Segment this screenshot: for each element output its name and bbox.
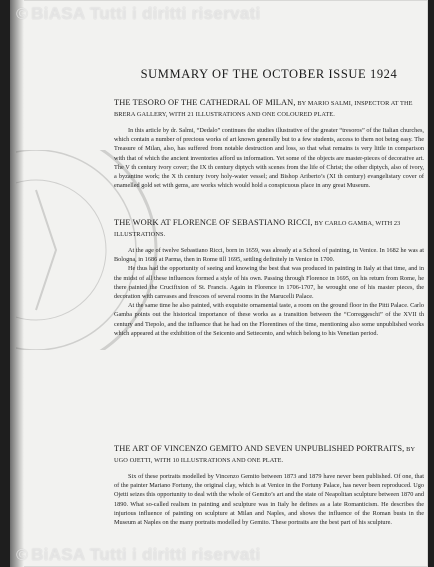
page-title: SUMMARY OF THE OCTOBER ISSUE 1924	[140, 67, 398, 81]
section-tesoro-milan	[114, 98, 424, 190]
section-paragraph: At the same time he also painted, with exquisite ornamental taste, a room on the ground floor in the Pitti Palace. Carlo Gamba points out the historical importance of these works as a transition between the “Correggeschi” of the XVII th century and Tiepolo, and the influence that he had on the Florentines of the time, mentioning also some unpublished works which appeared at the exhibition of the Seicento and Settecento, and which belong to his Venetian period.	[114, 302, 424, 337]
watermark-bottom: © BiASA Tutti i diritti riservati	[16, 545, 261, 564]
magazine-page	[10, 0, 428, 567]
watermark-top: © BiASA Tutti i diritti riservati	[16, 4, 261, 23]
section-paragraph: At the age of twelve Sebastiano Ricci, born in 1659, was already at a School of painting, in Venice. In 1682 he was at Bologna, in 1686 at Parma, then in Rome till 1695, settling definitely in Venice in 1700.	[114, 247, 424, 264]
section-byline: BY CARLO GAMBA, WITH 23 ILLUSTRATIONS.	[114, 220, 401, 238]
section-heading	[114, 444, 424, 466]
section-title: THE WORK AT FLORENCE OF SEBASTIANO RICCI,	[114, 218, 313, 227]
section-title: THE TESORO OF THE CATHEDRAL OF MILAN,	[114, 98, 296, 107]
section-byline: BY MARIO SALMI, INSPECTOR AT THE BRERA GALLERY, WITH 21 ILLUSTRATIONS AND ONE COLOURED PLATE.	[114, 100, 413, 118]
section-vincenzo-gemito	[114, 444, 424, 527]
section-paragraph: In this article by dr. Salmi, “Dedalo” continues the studies illustrative of the greater “tresoros” of the Italian churches, which contain a number of precious works of art known generally but to a few students, access to them not being easy. The Treasure of Milan, also, has suffered from notable destruction and loss, so that what remains is very little in comparison with that of which the ancient inventories afford us information. Yet some of the objects are master-pieces of decorative art. The V th century ivory cover; the IX th century diptych with scenes from the life of Christ; the other diptych, also of ivory, a byzantine work; the X th century ivory holy-water vessel; and Bishop Ariberto’s (XI th century) evangelistary cover of enamelled gold set with gems, are works which would hold a conspicuous place in any great Museum.	[114, 127, 424, 190]
section-heading	[114, 218, 424, 240]
section-heading	[114, 98, 424, 120]
section-title: THE ART OF VINCENZO GEMITO AND SEVEN UNPUBLISHED PORTRAITS,	[114, 444, 405, 453]
section-paragraph: Six of these portraits modelled by Vincenzo Gemito between 1873 and 1879 have never been published. Of one, that of the painter Mariano Fortuny, the original clay, which is at Venice in the Fortuny Palace, has never been reproduced. Ugo Ojetti seizes this opportunity to deal with the whole of Gemito’s art and the state of Neapolitan sculpture between 1870 and 1890. What so-called realism in painting and sculpture was in Italy he defines as a late Romanticism. He describes the injurious influence of painting on sculpture at Milan and Naples, and shows the influence of the Roman busts in the Museum at Naples on the many portraits modelled by Gemito. These portraits are the best part of his sculpture.	[114, 473, 424, 527]
section-byline: BY UGO OJETTI, WITH 10 ILLUSTRATIONS AND ONE PLATE.	[114, 446, 415, 464]
section-sebastiano-ricci	[114, 218, 424, 338]
section-paragraph: He thus had the opportunity of seeing and knowing the best that was produced in painting in Italy at that time, and in the midst of all these influences formed a style of his own. Passing through Florence in 1695, on his return from Rome, he there painted the Crucifixion of St. Francis. Again in Florence in 1706-1707, he wrought one of his master pieces, the decoration with canvases and frescoes of several rooms in the Marucelli Palace.	[114, 265, 424, 301]
